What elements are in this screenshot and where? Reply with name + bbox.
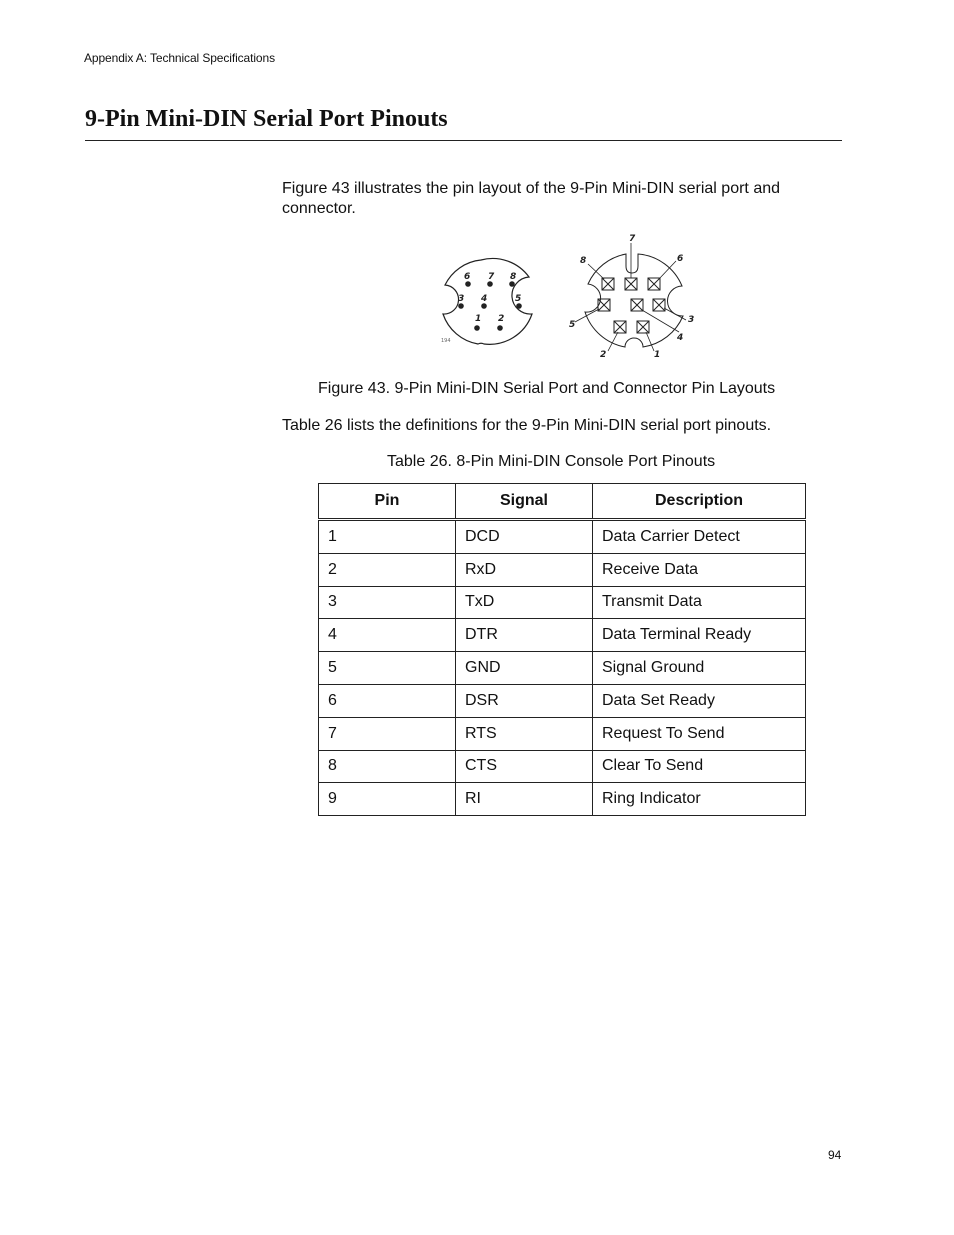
port-label: 4 <box>481 294 488 304</box>
page-number: 94 <box>828 1148 842 1162</box>
connector-pin-1 <box>637 321 649 333</box>
pinout-figure <box>438 232 708 367</box>
pinout-table <box>318 483 806 816</box>
table-caption: Table 26. 8-Pin Mini-DIN Console Port Pinouts <box>387 453 716 470</box>
port-label: 2 <box>498 314 505 324</box>
connector-pin-8 <box>602 278 614 290</box>
column-header-description: Description <box>593 484 806 520</box>
column-header-signal: Signal <box>456 484 593 520</box>
port-pin-6 <box>465 281 471 287</box>
port-pin-2 <box>497 325 503 331</box>
figure-tag: 194 <box>441 338 451 344</box>
cell-signal: GND <box>456 652 593 685</box>
cell-description: Data Terminal Ready <box>593 619 806 652</box>
port-pin-5 <box>516 303 522 309</box>
table-intro: Table 26 lists the definitions for the 9-Pin Mini-DIN serial port pinouts. <box>282 417 772 434</box>
table-row <box>319 619 806 652</box>
connector-pin-6 <box>648 278 660 290</box>
cell-signal: TxD <box>456 586 593 619</box>
cell-signal: RI <box>456 783 593 816</box>
table-row <box>319 553 806 586</box>
running-header: Appendix A: Technical Specifications <box>84 51 275 65</box>
title-rule <box>85 140 842 141</box>
port-label: 5 <box>515 294 522 304</box>
connector-label: 3 <box>688 315 695 325</box>
table-row <box>319 750 806 783</box>
cell-description: Request To Send <box>593 717 806 750</box>
figure-caption: Figure 43. 9-Pin Mini-DIN Serial Port and Connector Pin Layouts <box>318 380 776 397</box>
port-label: 3 <box>458 294 465 304</box>
port-label: 7 <box>488 272 495 282</box>
cell-pin: 6 <box>319 684 456 717</box>
connector-label: 7 <box>629 234 636 244</box>
cell-pin: 2 <box>319 553 456 586</box>
port-pins <box>458 281 522 331</box>
port-pin-7 <box>487 281 493 287</box>
table-row <box>319 586 806 619</box>
connector-label: 2 <box>600 350 607 360</box>
cell-signal: RxD <box>456 553 593 586</box>
port-pin-8 <box>509 281 515 287</box>
port-label: 6 <box>464 272 471 282</box>
connector-pin-7 <box>625 278 637 290</box>
connector-label: 6 <box>677 254 684 264</box>
intro-paragraph: Figure 43 illustrates the pin layout of the 9-Pin Mini-DIN serial port and connector. <box>282 180 781 217</box>
table-row <box>319 520 806 554</box>
cell-signal: DCD <box>456 520 593 554</box>
cell-pin: 3 <box>319 586 456 619</box>
table-row <box>319 717 806 750</box>
cell-description: Ring Indicator <box>593 783 806 816</box>
cell-description: Signal Ground <box>593 652 806 685</box>
port-label: 8 <box>510 272 517 282</box>
table-header-row <box>319 484 806 520</box>
port-pin-1 <box>474 325 480 331</box>
cell-signal: DTR <box>456 619 593 652</box>
table-row <box>319 783 806 816</box>
column-header-pin: Pin <box>319 484 456 520</box>
port-label: 1 <box>475 314 482 324</box>
connector-diagram <box>575 243 686 351</box>
cell-signal: RTS <box>456 717 593 750</box>
cell-pin: 4 <box>319 619 456 652</box>
cell-description: Receive Data <box>593 553 806 586</box>
cell-pin: 8 <box>319 750 456 783</box>
port-pin-4 <box>481 303 487 309</box>
cell-pin: 5 <box>319 652 456 685</box>
connector-pin-4 <box>631 299 643 311</box>
cell-description: Data Carrier Detect <box>593 520 806 554</box>
cell-pin: 9 <box>319 783 456 816</box>
connector-pin-2 <box>614 321 626 333</box>
connector-pin-5 <box>598 299 610 311</box>
connector-pin-3 <box>653 299 665 311</box>
connector-label: 4 <box>677 333 684 343</box>
connector-label: 5 <box>569 320 576 330</box>
cell-pin: 7 <box>319 717 456 750</box>
cell-description: Clear To Send <box>593 750 806 783</box>
cell-description: Data Set Ready <box>593 684 806 717</box>
cell-signal: CTS <box>456 750 593 783</box>
cell-signal: DSR <box>456 684 593 717</box>
connector-label: 8 <box>580 256 587 266</box>
connector-label: 1 <box>654 350 661 360</box>
cell-description: Transmit Data <box>593 586 806 619</box>
port-pin-3 <box>458 303 464 309</box>
table-row <box>319 684 806 717</box>
table-row <box>319 652 806 685</box>
cell-pin: 1 <box>319 520 456 554</box>
page-title: 9-Pin Mini-DIN Serial Port Pinouts <box>85 106 448 132</box>
